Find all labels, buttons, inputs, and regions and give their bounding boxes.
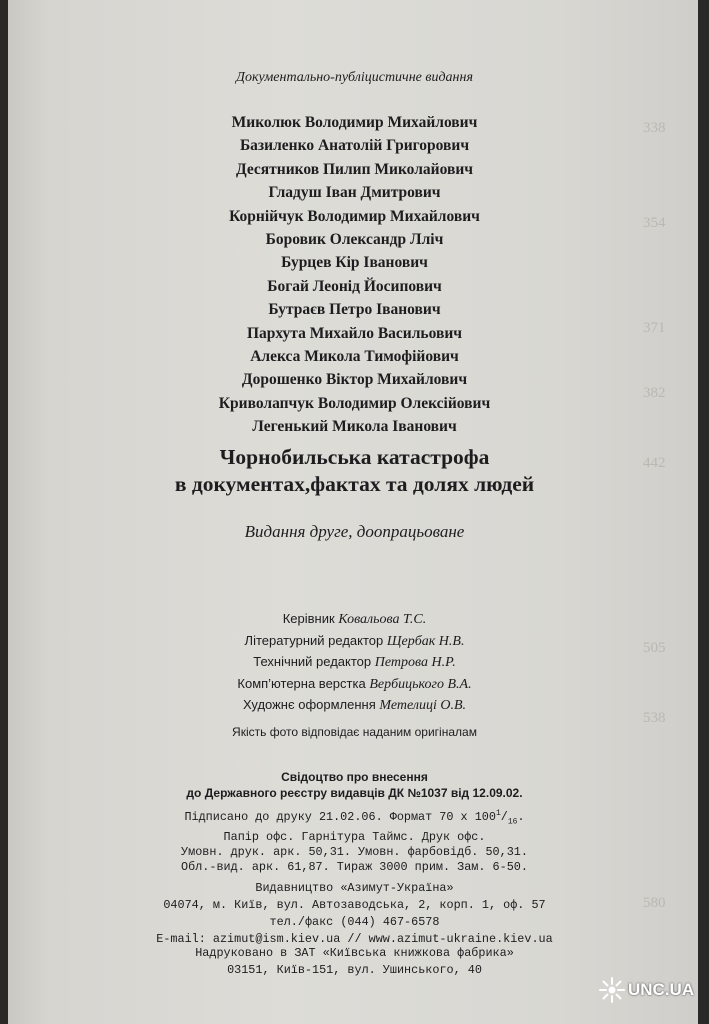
printer-name: Надруковано в ЗАТ «Київська книжкова фабрика» [195,946,514,960]
show-through-text: 338 [643,120,666,136]
watermark-text: UNC.UA [628,980,695,999]
show-through-text: 505 [643,640,666,656]
staff-line [0,695,709,717]
print-line: Умовн. друк. арк. 50,31. Умовн. фарбовідб. 50,31. [181,844,528,859]
author-name: Криволапчук Володимир Олексійович [218,394,491,412]
printer-address: 03151, Київ-151, вул. Ушинського, 40 [227,963,482,977]
staff-role: Комп’ютерна верстка [237,675,366,691]
print-line: Підписано до друку 21.02.06. Формат 70 х $100^1/_{16}$. [184,809,525,827]
book-title-line-2: в документах,фактах та долях людей [174,472,535,496]
certificate-line-1: Свідоцтво про внесення [281,770,428,784]
site-watermark [598,968,698,1012]
edition-note: Видання друге, доопрацьоване [244,522,465,541]
show-through-text: 354 [643,215,666,231]
staff-name: Метелиці О.В. [379,698,467,713]
staff-name: Петрова Н.Р. [374,655,456,670]
author-name: Богай Леонід Йосипович [267,277,442,295]
show-through-text: 382 [643,385,666,401]
staff-line [0,609,709,631]
publisher-phone: тел./факс (044) 467-6578 [269,915,440,929]
photo-quality-note: Якість фото відповідає наданим оригіналам [232,725,477,739]
certificate-line-2: до Державного реєстру видавців ДК №1037 від 12.09.02. [186,786,523,800]
staff-role: Художнє оформлення [242,697,376,712]
publisher-info [0,880,709,948]
author-name: Базиленко Анатолій Григорович [239,137,470,155]
publisher-contact: E-mail: azimut@ism.kiev.ua // www.azimut-ukraine.kiev.ua [156,932,553,946]
format-superscript: 1 [495,809,501,818]
staff-role: Технічний редактор [253,654,372,669]
staff-name: Ковальова Т.С. [338,612,427,627]
format-subscript: 16 [507,817,518,827]
sunburst-icon [598,976,626,1004]
book-title-line-1: Чорнобильська катастрофа [219,445,490,469]
author-name: Бурцев Кір Іванович [281,254,428,272]
author-name: Легенький Микола Іванович [252,418,457,436]
publisher-name: Видавництво «Азимут-Україна» [255,881,454,895]
author-name: Корнійчук Володимир Михайлович [229,207,480,225]
editorial-staff [0,609,709,717]
publication-type: Документально-публіцистичне видання [236,70,473,85]
staff-line [0,652,709,674]
author-name: Дорошенко Віктор Михайлович [241,371,468,389]
author-name: Десятников Пилип Миколайович [235,160,474,178]
author-name: Боровик Олександр Лліч [265,231,444,249]
print-details [0,806,709,875]
author-name: Бутраєв Петро Іванович [268,301,441,319]
show-through-text: 442 [643,455,666,471]
staff-role: Керівник [282,611,335,626]
author-name: Пархута Михайло Васильович [246,324,463,342]
staff-name: Вербицького В.А. [369,676,472,692]
staff-role: Літературний редактор [244,632,384,648]
staff-line [0,631,709,653]
author-list [0,111,709,439]
show-through-text: 580 [643,895,666,911]
show-through-text: 371 [643,320,666,336]
show-through-text: 538 [643,710,666,726]
author-name: Миколюк Володимир Михайлович [231,114,478,131]
publisher-address: 04074, м. Київ, вул. Автозаводська, 2, корп. 1, оф. 57 [163,898,546,912]
staff-name: Щербак Н.В. [386,633,465,649]
print-line: Обл.-вид. арк. 61,87. Тираж 3000 прим. Зам. 6-50. [181,860,528,875]
author-name: Гладуш Іван Дмитрович [268,184,441,202]
print-line: Папір офс. Гарнітура Таймс. Друк офс. [223,829,486,844]
print-format-text: Підписано до друку 21.02.06. Формат 70 х 100 [184,809,496,824]
author-name: Алекса Микола Тимофійович [250,348,459,366]
staff-line [0,674,709,696]
